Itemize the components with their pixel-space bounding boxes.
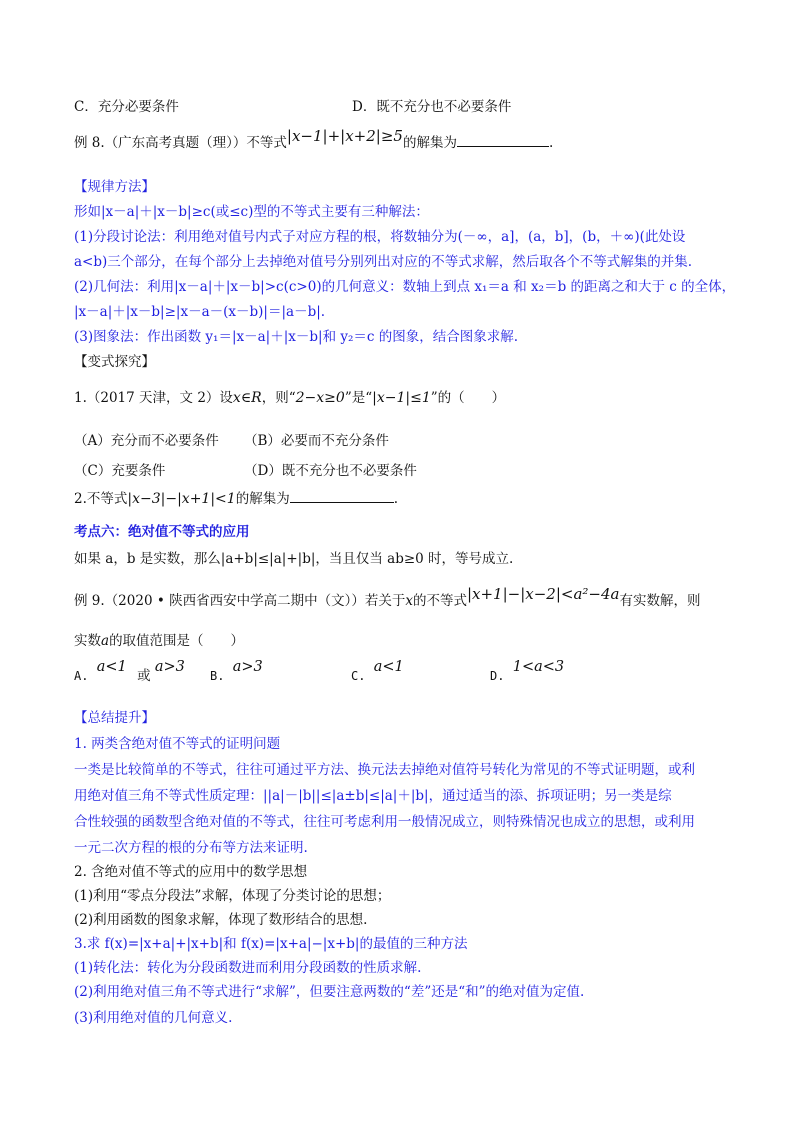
ex9-option-d [490,659,565,686]
rule-method-line: (3)图象法：作出函数 y₁＝|x－a|＋|x－b|和 y₂＝c 的图象，结合图象求解. [74,329,519,345]
summary-line: 用绝对值三角不等式性质定理：||a|－|b||≤|a±b|≤|a|＋|b|，通过适当的添、拆项证明；另一类是综 [74,788,672,804]
option-d-text: D．既不充分也不必要条件 [352,99,512,115]
answer-blank[interactable] [457,146,549,147]
summary-line: (2)利用函数的图象求解，体现了数形结合的思想. [74,912,368,928]
example-9-mid: 的不等式 [412,593,467,609]
example-9-line-2-var: a [101,633,110,649]
ex9-option-a [74,659,185,686]
q1-mid1: ，则“ [261,390,296,406]
option-formula: a<1 [96,659,127,675]
q1-option-d: （D）既不充分也不必要条件 [244,463,417,479]
option-label: C. [351,669,366,683]
summary-line: (1)转化法：转化为分段函数进而利用分段函数的性质求解. [74,960,422,976]
q2-prefix: 2.不等式 [74,491,128,507]
example-9-prefix: 例 9.（2020 • 陕西省西安中学高二期中（文））若关于 [74,593,406,609]
rule-method-line: |x－a|＋|x－b|≥|x－a－(x－b)|＝|a－b|. [74,304,326,320]
q1-option-b: （B）必要而不充分条件 [244,433,389,449]
example-8-formula: |x−1|+|x+2|≥5 [286,127,403,145]
section-heading: 考点六：绝对值不等式的应用 [74,524,250,540]
summary-title: 【总结提升】 [74,710,155,726]
example-8-suffix: 的解集为 [402,135,457,151]
option-formula: a>3 [154,659,185,675]
rule-method-line: a<b)三个部分，在每个部分上去掉绝对值号分别列出对应的不等式求解，然后取各个不等式解集的并集. [74,254,693,270]
example-9-line-2-prefix: 实数 [74,633,101,649]
example-9-formula: |x+1|−|x−2|<a²−4a [466,585,620,603]
q2-formula: |x−3|−|x+1|<1 [127,491,236,507]
q1-prefix: 1.（2017 天津，文 2）设 [74,390,233,406]
rule-method-line: (2)几何法：利用|x－a|＋|x－b|>c(c>0)的几何意义：数轴上到点 x₁＝a 和 x₂＝b 的距离之和大于 c 的全体， [74,279,736,295]
summary-line: (1)利用“零点分段法”求解，体现了分类讨论的思想； [74,888,391,904]
summary-line: 2. 含绝对值不等式的应用中的数学思想 [74,864,308,880]
variant-question-2 [74,489,740,509]
q1-condition-1: 2−x≥0 [295,390,345,406]
ex9-option-c [351,659,404,686]
answer-blank[interactable] [290,502,394,503]
summary-line: 一类是比较简单的不等式，往往可通过平方法、换元法去掉绝对值符号转化为常见的不等式证明题，或利 [74,762,695,778]
example-8-end: . [548,135,554,151]
example-9-suffix: 有实数解，则 [619,593,701,609]
option-formula: a<1 [373,659,404,675]
summary-line: (3)利用绝对值的几何意义. [74,1010,233,1026]
example-9-line-2-suffix: 的取值范围是（ ） [109,633,245,649]
q2-end: . [393,491,398,507]
variant-title: 【变式探究】 [74,354,155,370]
example-9-line-2 [74,631,740,651]
example-9-line-1 [74,585,740,611]
option-label: A. [74,669,89,683]
option-formula: 1<a<3 [512,659,565,675]
variant-question-1 [74,388,740,408]
q1-suffix: ”的（ ） [430,390,506,406]
option-label: B. [210,669,225,683]
option-label: D. [490,669,505,683]
summary-line: 3.求 f(x)=|x+a|+|x+b|和 f(x)=|x+a|−|x+b|的最值的三种方法 [74,936,468,952]
option-formula: a>3 [232,659,263,675]
rule-method-title: 【规律方法】 [74,179,155,195]
option-c-text: C．充分必要条件 [74,99,179,115]
summary-line: (2)利用绝对值三角不等式进行“求解”，但要注意两数的“差”还是“和”的绝对值为定值. [74,984,585,1000]
q1-option-a: （A）充分而不必要条件 [74,433,219,449]
summary-line: 1. 两类含绝对值不等式的证明问题 [74,736,281,752]
example-8 [74,127,740,153]
ex9-option-b [210,659,263,686]
example-9-var: x [405,593,413,609]
rule-method-line: (1)分段讨论法：利用绝对值号内式子对应方程的根，将数轴分为(－∞，a]，(a，b]，(b，＋∞)(此处设 [74,229,686,245]
q1-mid2: ”是“ [344,390,373,406]
q1-option-c: （C）充要条件 [74,463,166,479]
q2-suffix: 的解集为 [235,491,290,507]
rule-method-line: 形如|x－a|＋|x－b|≥c(或≤c)型的不等式主要有三种解法： [74,204,429,220]
q1-set: x∈R [232,390,262,406]
q1-condition-2: |x−1|≤1 [372,390,431,406]
summary-line: 合性较强的函数型含绝对值的不等式，往往可考虑利用一般情况成立，则特殊情况也成立的思想，或利用 [74,814,695,830]
option-or-text: 或 [137,668,151,684]
example-8-prefix: 例 8.（广东高考真题（理））不等式 [74,135,287,151]
summary-line: 一元二次方程的根的分布等方法来证明. [74,840,308,856]
kaodian-6-text: 如果 a，b 是实数，那么|a+b|≤|a|+|b|，当且仅当 ab≥0 时，等号成立. [74,551,514,567]
